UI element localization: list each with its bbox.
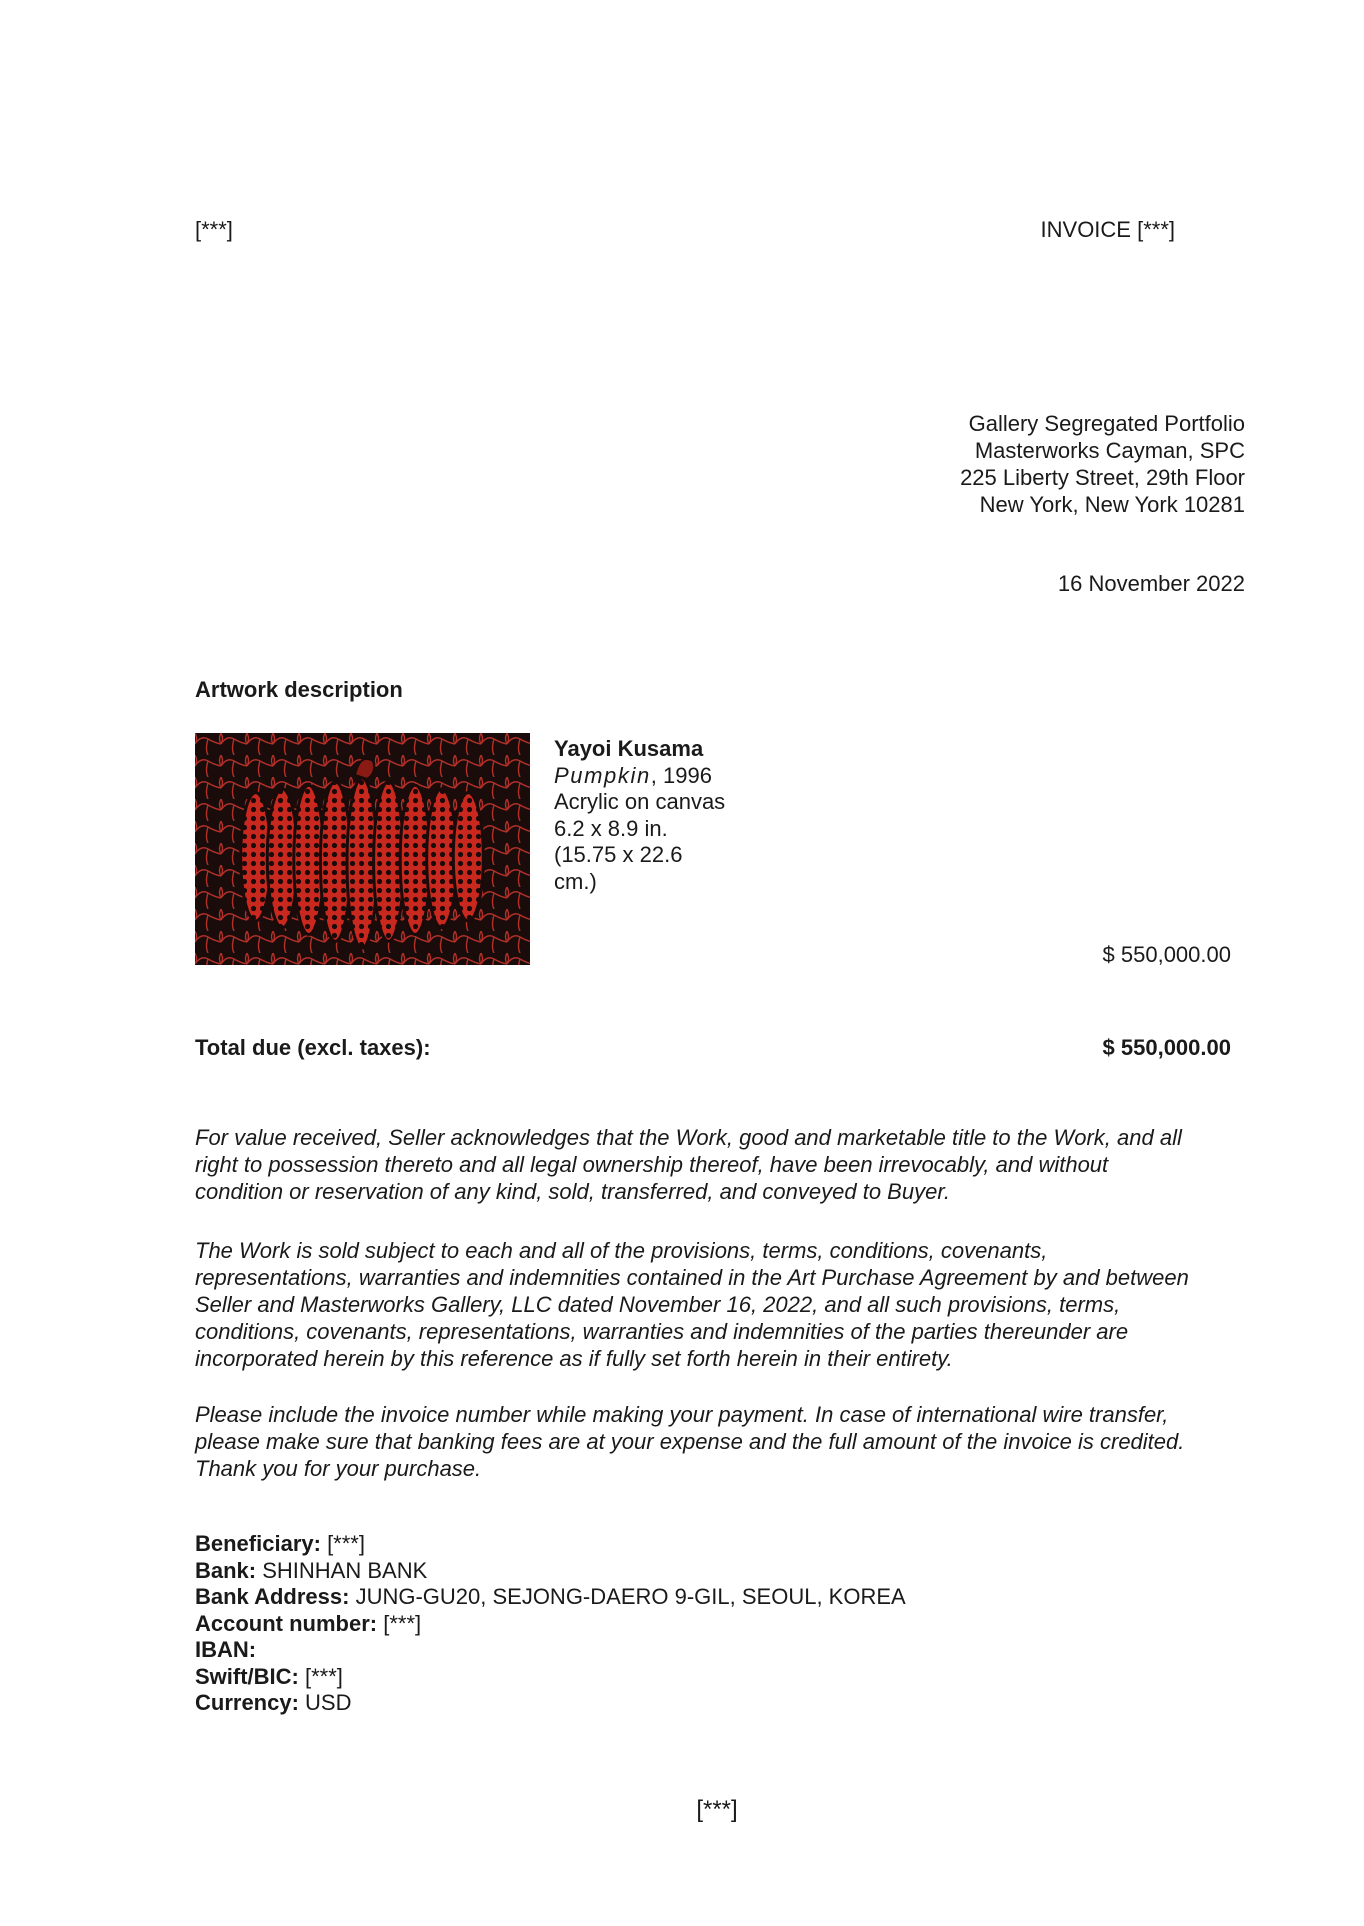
total-value: $ 550,000.00 [1102, 1035, 1231, 1060]
bank-address-value: JUNG-GU20, SEJONG-DAERO 9-GIL, SEOUL, KOREA [349, 1584, 906, 1609]
address-line: Gallery Segregated Portfolio [968, 411, 1245, 436]
beneficiary-label: Beneficiary: [195, 1531, 321, 1556]
artwork-year: , 1996 [650, 762, 712, 788]
beneficiary-value: [***] [320, 1531, 365, 1556]
iban-row [195, 1636, 906, 1663]
address-line: New York, New York 10281 [979, 492, 1245, 517]
paragraph-payment-instructions [195, 1401, 1255, 1482]
account-number-value: [***] [377, 1610, 422, 1636]
total-label: Total due (excl. taxes): [195, 1035, 431, 1060]
paragraph-line: For value received, Seller acknowledges that the Work, good and marketable title to the Work, and all [195, 1125, 1182, 1150]
artwork-dimensions-cm: (15.75 x 22.6 [554, 842, 683, 867]
invoice-date: 16 November 2022 [1057, 571, 1245, 596]
swift-row [195, 1663, 906, 1690]
swift-value: [***] [298, 1663, 343, 1689]
paragraph-line: The Work is sold subject to each and all of the provisions, terms, conditions, covenants, [195, 1238, 1048, 1263]
currency-row [195, 1689, 906, 1716]
beneficiary-row [195, 1530, 906, 1557]
artwork-dimensions-in: 6.2 x 8.9 in. [554, 815, 668, 841]
iban-label: IBAN: [195, 1637, 257, 1662]
currency-value: USD [298, 1690, 352, 1715]
bank-row [195, 1557, 906, 1584]
paragraph-line: conditions, covenants, representations, warranties and indemnities of the parties thereunder are [195, 1319, 1129, 1344]
paragraph-line: condition or reservation of any kind, sold, transferred, and conveyed to Buyer. [195, 1179, 950, 1204]
artwork-title-line [554, 762, 784, 789]
bank-details [195, 1530, 906, 1716]
address-line: Masterworks Cayman, SPC [974, 438, 1245, 463]
artwork-price: $ 550,000.00 [1102, 942, 1231, 967]
paragraph-line: representations, warranties and indemnities contained in the Art Purchase Agreement by and between [195, 1265, 1189, 1290]
artist-name: Yayoi Kusama [554, 736, 704, 761]
paragraph-line: Seller and Masterworks Gallery, LLC dated November 16, 2022, and all such provisions, terms, [195, 1292, 1121, 1317]
account-number-row [195, 1610, 906, 1637]
pumpkin-painting-icon [195, 733, 530, 965]
recipient-address [960, 410, 1245, 518]
artwork-section-heading: Artwork description [195, 677, 403, 702]
invoice-number: INVOICE [***] [1040, 217, 1175, 242]
bank-value: SHINHAN BANK [256, 1557, 428, 1583]
bank-address-label: Bank Address: [195, 1584, 350, 1609]
paragraph-line: please make sure that banking fees are at your expense and the full amount of the invoice is credited. [195, 1429, 1185, 1454]
paragraph-agreement-terms [195, 1237, 1255, 1372]
account-number-label: Account number: [195, 1610, 378, 1636]
address-line: 225 Liberty Street, 29th Floor [960, 465, 1245, 490]
artwork-dimensions-cm-cont: cm.) [554, 868, 597, 894]
paragraph-line: Thank you for your purchase. [195, 1456, 482, 1481]
artwork-medium: Acrylic on canvas [554, 789, 726, 814]
header-left-ref: [***] [195, 217, 233, 242]
bank-address-row [195, 1583, 906, 1610]
currency-label: Currency: [195, 1690, 299, 1715]
paragraph-line: right to possession thereto and all legal ownership thereof, have been irrevocably, and without [195, 1152, 1109, 1177]
footer-ref: [***] [696, 1796, 738, 1823]
swift-label: Swift/BIC: [195, 1663, 299, 1689]
paragraph-title-transfer [195, 1124, 1255, 1205]
paragraph-line: incorporated herein by this reference as if fully set forth herein in their entirety. [195, 1346, 953, 1371]
paragraph-line: Please include the invoice number while making your payment. In case of international wire transfer, [195, 1402, 1169, 1427]
artwork-details [554, 735, 784, 894]
bank-label: Bank: [195, 1557, 257, 1583]
artwork-title: Pumpkin [554, 762, 651, 788]
